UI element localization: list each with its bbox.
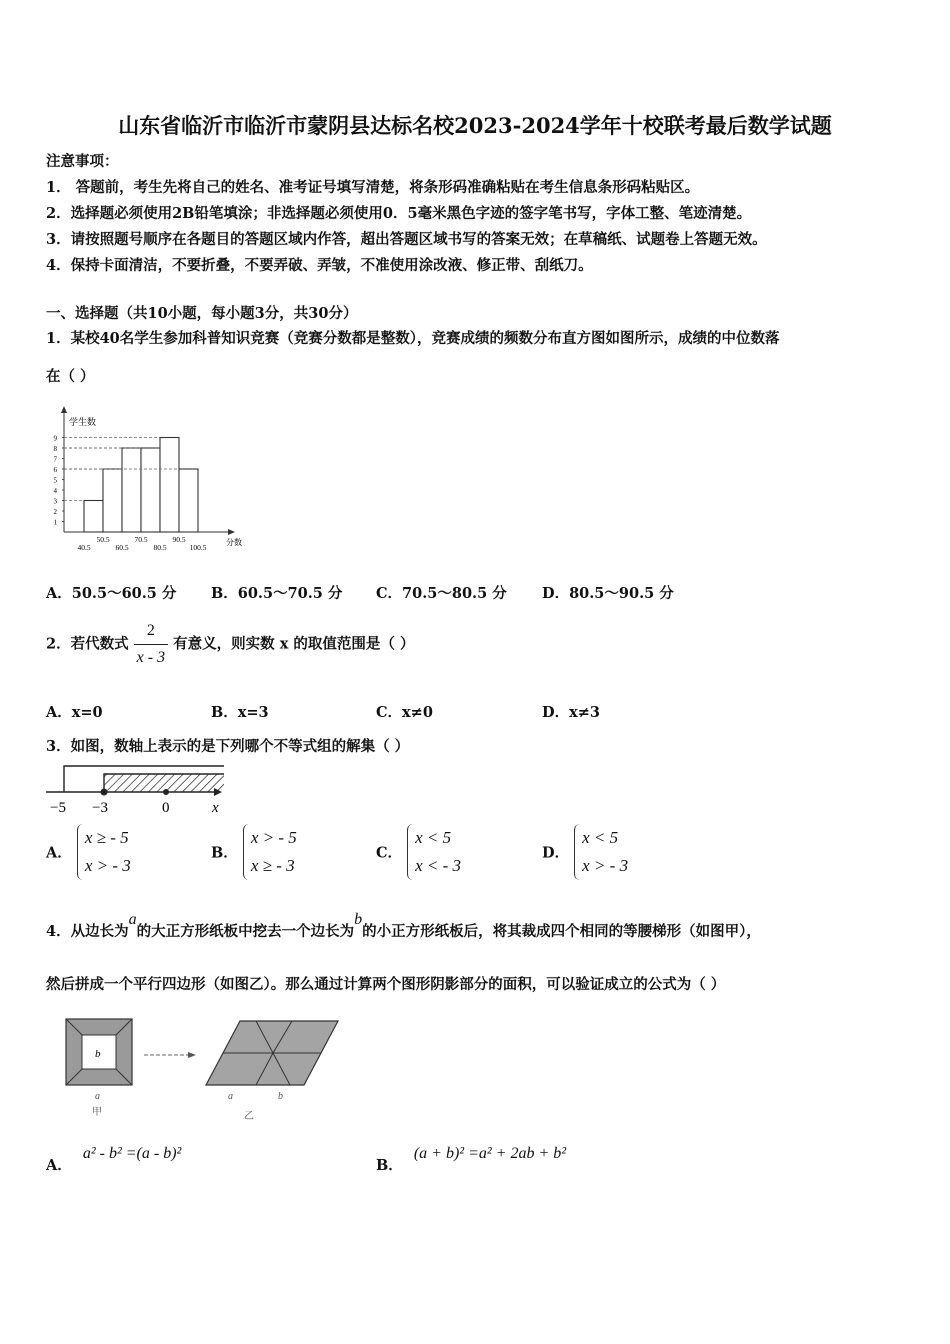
q3-option-a-label: A． [46, 844, 72, 862]
x-axis-label: 分数 [226, 538, 242, 547]
arrow-right-icon [188, 1052, 196, 1058]
inequality-line: x < 5 [415, 828, 452, 847]
q4-option-a[interactable] [46, 1142, 182, 1174]
y-tick-label: 6 [53, 466, 57, 474]
q3-option-d[interactable] [542, 824, 628, 880]
q1-option-c[interactable]: C．70.5～80.5 分 [376, 585, 507, 602]
q4-option-a-formula: a² - b² =(a - b)² [82, 1145, 182, 1162]
inequality-system [574, 824, 628, 880]
inequality-system [243, 824, 297, 880]
q4-option-b-label: B． [376, 1157, 403, 1174]
figure-jia [66, 1019, 132, 1118]
q4-option-a-label: A． [46, 1157, 72, 1174]
q2-suffix: 有意义，则实数 x 的取值范围是（ ） [173, 635, 415, 653]
y-axis-arrow-icon [61, 406, 67, 413]
q4-option-b[interactable] [376, 1142, 567, 1174]
y-axis-label: 学生数 [69, 417, 97, 427]
x-tick-label: 80.5 [153, 543, 167, 552]
axis-label-x: x [212, 800, 219, 816]
q4-text-cont: 然后拼成一个平行四边形（如图乙）。那么通过计算两个图形阴影部分的面积，可以验证成立的公式为（ ） [46, 976, 726, 993]
hatched-region [104, 774, 224, 792]
q3-option-c[interactable] [376, 824, 461, 880]
y-tick-label: 1 [53, 518, 57, 527]
origin-point [163, 789, 169, 795]
q4-text-part: 4．从边长为 [46, 923, 129, 940]
q4-var-a: a [128, 911, 137, 928]
section-heading: 一、选择题（共10小题，每小题3分，共30分） [46, 305, 358, 322]
q4-var-b: b [354, 911, 363, 928]
figure-label-b: b [278, 1091, 283, 1102]
y-tick-label: 7 [53, 455, 57, 464]
y-tick-label: 5 [53, 476, 57, 485]
x-axis-arrow-icon [228, 529, 235, 535]
inequality-system [77, 824, 131, 880]
histogram-bar [122, 448, 141, 532]
q2-frac-numerator: 2 [134, 618, 168, 645]
inequality-line: x ≥ - 3 [250, 856, 295, 875]
q3-option-b-label: B． [211, 844, 238, 862]
notice-item: 4．保持卡面清洁，不要折叠，不要弄破、弄皱，不准使用涂改液、修正带、刮纸刀。 [46, 257, 593, 274]
q3-option-c-label: C． [376, 844, 403, 862]
q4-text-part: 的小正方形纸板后，将其裁成四个相同的等腰梯形（如图甲）， [362, 923, 761, 940]
inequality-line: x > - 3 [582, 856, 629, 875]
notice-item: 3．请按照题号顺序在各题目的答题区域内作答，超出答题区域书写的答案无效；在草稿纸、试题卷上答题无效。 [46, 231, 767, 248]
x-tick-label: 60.5 [115, 543, 129, 552]
figure-yi [206, 1021, 338, 1122]
axis-label-minus5: −5 [50, 800, 66, 816]
q4-option-b-formula: (a + b)² =a² + 2ab + b² [413, 1145, 567, 1162]
notice-heading: 注意事项： [46, 153, 119, 170]
q1-text: 1．某校40名学生参加科普知识竞赛（竞赛分数都是整数），竞赛成绩的频数分布直方图如图所示，成绩的中位数落 [46, 330, 780, 347]
y-tick-label: 4 [53, 487, 57, 495]
q1-option-b[interactable]: B．60.5～70.5 分 [211, 585, 343, 602]
q2-fraction [134, 618, 168, 671]
y-tick-label: 8 [53, 445, 57, 453]
axis-label-zero: 0 [162, 800, 170, 816]
x-tick-label: 70.5 [134, 535, 148, 544]
x-tick-label: 100.5 [189, 543, 207, 552]
notice-item: 2．选择题必须使用2B铅笔填涂；非选择题必须使用0．5毫米黑色字迹的签字笔书写，字体工整、笔迹清楚。 [46, 205, 752, 222]
q2-option-a[interactable]: A．x=0 [46, 704, 103, 721]
histogram-bar [141, 448, 160, 532]
inequality-system [407, 824, 461, 880]
inequality-line: x > - 5 [250, 828, 297, 847]
q4-text [46, 912, 761, 952]
histogram-bar [160, 438, 179, 533]
histogram-bar [84, 501, 103, 533]
figure-label-b: b [95, 1048, 101, 1060]
notice-item: 1． 答题前，考生先将自己的姓名、准考证号填写清楚，将条形码准确粘贴在考生信息条形码粘贴区。 [46, 179, 700, 196]
figure-label-a: a [228, 1091, 233, 1102]
x-tick-label: 50.5 [96, 535, 110, 544]
q2-option-d[interactable]: D．x≠3 [542, 704, 600, 721]
q3-option-a[interactable] [46, 824, 131, 880]
histogram-chart [40, 405, 250, 565]
y-tick-label: 2 [53, 508, 57, 516]
q1-option-d[interactable]: D．80.5～90.5 分 [542, 585, 674, 602]
figure-caption-yi: 乙 [244, 1111, 254, 1122]
histogram-bar [179, 469, 198, 532]
q3-text: 3．如图，数轴上表示的是下列哪个不等式组的解集（ ） [46, 738, 410, 755]
axis-label-minus3: −3 [92, 800, 108, 816]
figure-caption-jia: 甲 [92, 1107, 102, 1118]
inequality-line: x < 5 [582, 828, 619, 847]
inequality-line: x > - 3 [84, 856, 131, 875]
inequality-line: x < - 3 [415, 856, 462, 875]
q3-option-d-label: D． [542, 844, 570, 862]
figure-label-a: a [95, 1091, 100, 1102]
q2-frac-denominator: x - 3 [136, 649, 166, 666]
solid-point [101, 789, 108, 796]
q1-option-a[interactable]: A．50.5～60.5 分 [46, 585, 177, 602]
q3-option-b[interactable] [211, 824, 297, 880]
y-tick-label: 9 [53, 434, 57, 443]
q4-text-part: 的大正方形纸板中挖去一个边长为 [136, 923, 355, 940]
q2-option-b[interactable]: B．x=3 [211, 704, 269, 721]
x-tick-label: 40.5 [77, 543, 91, 552]
square-figure-jia-yi [60, 1015, 350, 1125]
q2-prefix: 2．若代数式 [46, 635, 129, 653]
q2-option-c[interactable]: C．x≠0 [376, 704, 433, 721]
number-line-figure [44, 760, 234, 816]
y-tick-label: 3 [53, 497, 57, 506]
page-title: 山东省临沂市临沂市蒙阴县达标名校2023-2024学年十校联考最后数学试题 [118, 113, 832, 138]
inequality-line: x ≥ - 5 [84, 828, 129, 847]
histogram-bar [103, 469, 122, 532]
q1-text-cont: 在（ ） [46, 368, 95, 385]
q2-text [46, 618, 414, 671]
x-tick-label: 90.5 [172, 535, 186, 544]
